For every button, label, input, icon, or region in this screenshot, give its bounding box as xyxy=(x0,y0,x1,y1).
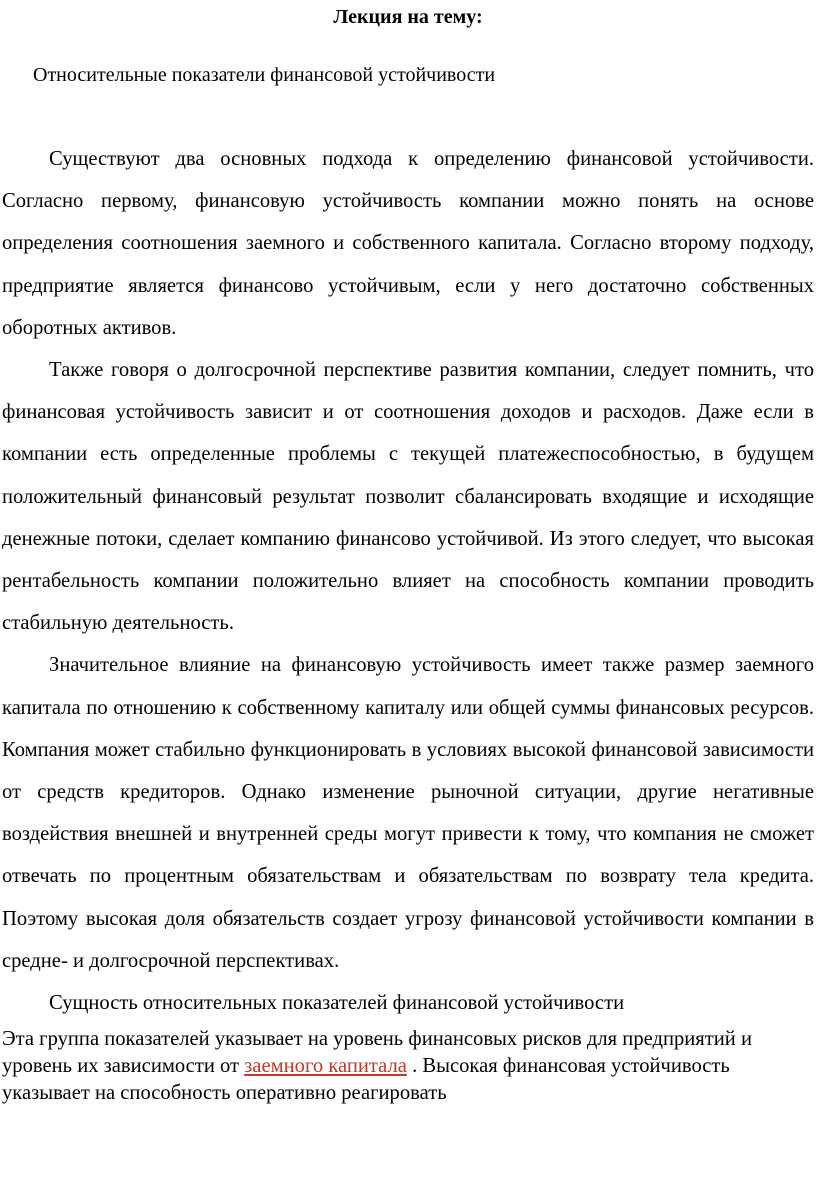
section-heading: Сущность относительных показателей финансовой устойчивости xyxy=(49,992,625,1015)
lecture-subtitle: Относительные показатели финансовой устойчивости xyxy=(33,64,496,86)
paragraph-approaches: Существуют два основных подхода к определению финансовой устойчивости. Согласно первому, финансовую устойчивость компании можно понять на основе определения соотношения заемного и собственного капитала. Согласно второму подходу, предприятие является финансово устойчивым, если у него достаточно собственных оборотных активов. xyxy=(2,148,814,339)
paragraph-indicators xyxy=(2,1026,814,1107)
indicators-text-end: . Высокая финансовая устойчивость указывает на способность оперативно реагировать xyxy=(2,1055,730,1105)
paragraph-borrowed-capital: Значительное влияние на финансовую устойчивость имеет также размер заемного капитала по отношению к собственному капиталу или общей суммы финансовых ресурсов. Компания может стабильно функционировать в условиях высокой финансовой зависимости от средств кредиторов. Однако изменение рыночной ситуации, другие негативные воздействия внешней и внутренней среды могут привести к тому, что компания не сможет отвечать по процентным обязательствам и обязательствам по возврату тела кредита. Поэтому высокая доля обязательств создает угрозу финансовой устойчивости компании в средне- и долгосрочной перспективах. xyxy=(2,654,814,972)
indicators-text-start: Эта группа показателей указывает на уровень финансовых рисков для предприятий и уровень их зависимости от xyxy=(2,1028,752,1078)
lecture-title: Лекция на тему: xyxy=(333,6,483,28)
borrowed-capital-link[interactable]: заемного капитала xyxy=(244,1055,407,1078)
paragraph-long-term: Также говоря о долгосрочной перспективе развития компании, следует помнить, что финансовая устойчивость зависит и от соотношения доходов и расходов. Даже если в компании есть определенные проблемы с текущей платежеспособностью, в будущем положительный финансовый результат позволит сбалансировать входящие и исходящие денежные потоки, сделает компанию финансово устойчивой. Из этого следует, что высокая рентабельность компании положительно влияет на способность компании проводить стабильную деятельность. xyxy=(2,359,814,635)
document-page xyxy=(0,4,816,1200)
